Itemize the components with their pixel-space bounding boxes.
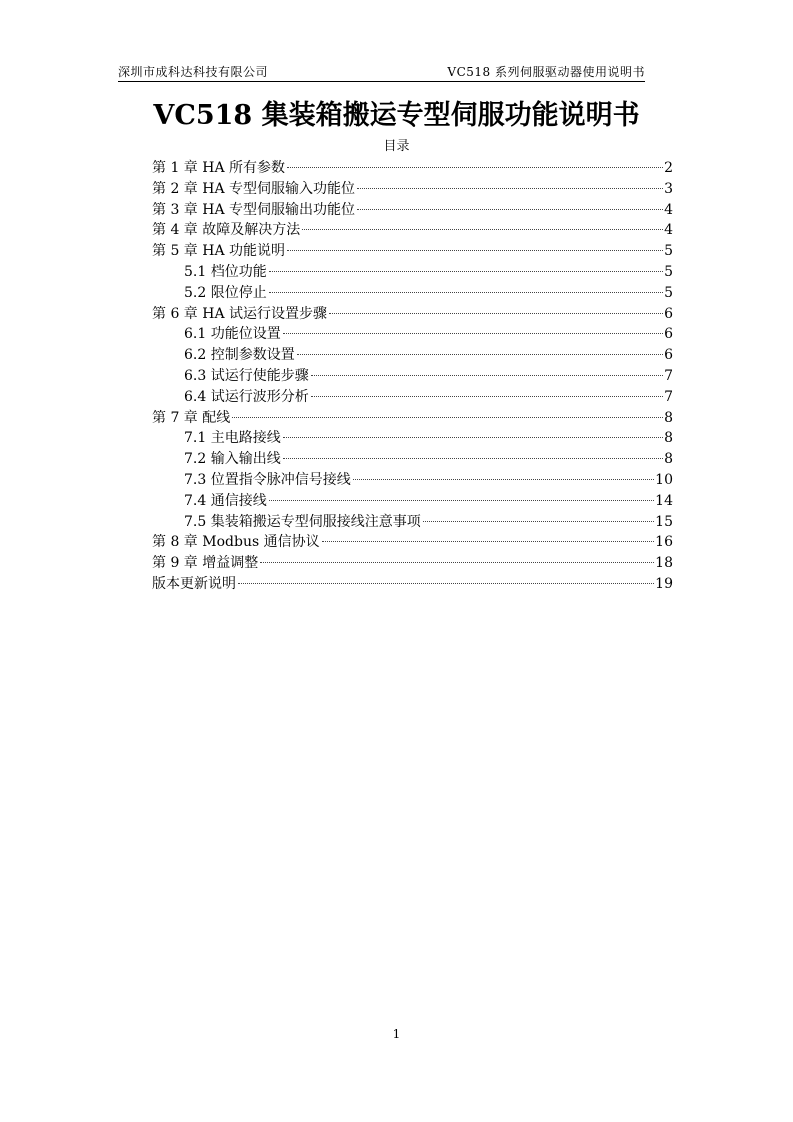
toc-entry[interactable] [152, 220, 673, 241]
toc-entry-label: 7.4 通信接线 [184, 492, 267, 509]
toc-entry-label: 第 5 章 HA 功能说明 [152, 243, 286, 260]
toc-entry[interactable] [152, 449, 673, 470]
toc-dot-leader [269, 292, 663, 293]
table-of-contents [152, 158, 673, 595]
toc-entry[interactable] [152, 179, 673, 200]
toc-entry-label: 7.1 主电路接线 [184, 430, 281, 447]
toc-dot-leader [353, 479, 654, 480]
document-title: VC518 集装箱搬运专型伺服功能说明书 [153, 100, 640, 131]
toc-entry-page: 8 [664, 451, 673, 468]
toc-entry-page: 7 [664, 388, 673, 405]
toc-entry-label: 7.2 输入输出线 [184, 451, 281, 468]
toc-dot-leader [311, 375, 663, 376]
toc-entry-page: 3 [664, 180, 673, 197]
toc-entry[interactable] [152, 387, 673, 408]
toc-entry-label: 第 6 章 HA 试运行设置步骤 [152, 305, 328, 322]
toc-entry[interactable] [152, 470, 673, 491]
toc-entry-page: 6 [664, 326, 673, 343]
toc-entry-page: 8 [664, 409, 673, 426]
toc-dot-leader [232, 417, 663, 418]
toc-entry-label: 6.1 功能位设置 [184, 326, 281, 343]
toc-entry[interactable] [152, 158, 673, 179]
page-header [118, 63, 645, 82]
toc-entry-label: 6.2 控制参数设置 [184, 347, 295, 364]
toc-entry[interactable] [152, 304, 673, 325]
toc-entry-page: 6 [664, 347, 673, 364]
toc-entry[interactable] [152, 200, 673, 221]
toc-entry-page: 4 [664, 222, 673, 239]
toc-dot-leader [423, 521, 654, 522]
toc-entry[interactable] [152, 428, 673, 449]
toc-heading: 目录 [383, 139, 410, 154]
toc-entry-page: 10 [655, 471, 673, 488]
toc-entry-page: 14 [655, 492, 673, 509]
header-company-name: 深圳市成科达科技有限公司 [118, 65, 269, 79]
toc-entry-label: 版本更新说明 [152, 575, 236, 592]
toc-entry[interactable] [152, 553, 673, 574]
toc-entry-page: 6 [664, 305, 673, 322]
header-document-name: VC518 系列伺服驱动器使用说明书 [447, 65, 645, 79]
toc-entry-label: 5.2 限位停止 [184, 284, 267, 301]
toc-dot-leader [322, 541, 655, 542]
toc-entry-label: 第 7 章 配线 [152, 409, 231, 426]
toc-entry-page: 4 [664, 201, 673, 218]
toc-entry[interactable] [152, 283, 673, 304]
toc-entry-label: 第 4 章 故障及解决方法 [152, 222, 301, 239]
toc-dot-leader [302, 229, 663, 230]
toc-entry-label: 第 2 章 HA 专型伺服输入功能位 [152, 180, 356, 197]
toc-entry[interactable] [152, 512, 673, 533]
toc-dot-leader [238, 583, 654, 584]
toc-entry-page: 5 [664, 284, 673, 301]
toc-dot-leader [357, 209, 663, 210]
toc-dot-leader [297, 354, 663, 355]
toc-entry-label: 6.4 试运行波形分析 [184, 388, 309, 405]
toc-dot-leader [283, 437, 663, 438]
toc-dot-leader [287, 250, 663, 251]
toc-entry-page: 15 [655, 513, 673, 530]
toc-entry-label: 第 3 章 HA 专型伺服输出功能位 [152, 201, 356, 218]
toc-entry-label: 6.3 试运行使能步骤 [184, 367, 309, 384]
toc-dot-leader [269, 271, 663, 272]
toc-entry-page: 5 [664, 263, 673, 280]
toc-entry-label: 7.3 位置指令脉冲信号接线 [184, 471, 351, 488]
toc-entry-label: 7.5 集装箱搬运专型伺服接线注意事项 [184, 513, 421, 530]
toc-dot-leader [283, 333, 663, 334]
toc-entry-label: 第 8 章 Modbus 通信协议 [152, 534, 320, 551]
toc-entry[interactable] [152, 366, 673, 387]
toc-dot-leader [357, 188, 663, 189]
toc-entry[interactable] [152, 345, 673, 366]
toc-entry-page: 2 [664, 160, 673, 176]
toc-dot-leader [287, 167, 663, 168]
toc-entry-page: 18 [655, 555, 673, 572]
toc-entry[interactable] [152, 241, 673, 262]
toc-entry[interactable] [152, 491, 673, 512]
toc-entry-page: 5 [664, 243, 673, 260]
toc-entry-page: 8 [664, 430, 673, 447]
toc-entry[interactable] [152, 262, 673, 283]
toc-dot-leader [269, 500, 654, 501]
toc-entry-label: 第 9 章 增益调整 [152, 555, 259, 572]
toc-dot-leader [311, 396, 663, 397]
toc-entry[interactable] [152, 574, 673, 595]
toc-entry-page: 19 [655, 575, 673, 592]
toc-dot-leader [329, 313, 663, 314]
toc-dot-leader [283, 458, 663, 459]
toc-entry[interactable] [152, 324, 673, 345]
toc-entry[interactable] [152, 408, 673, 429]
toc-entry-label: 5.1 档位功能 [184, 263, 267, 280]
toc-dot-leader [260, 562, 654, 563]
page-number: 1 [392, 1027, 401, 1041]
toc-entry-page: 16 [655, 534, 673, 551]
toc-entry[interactable] [152, 532, 673, 553]
toc-entry-label: 第 1 章 HA 所有参数 [152, 160, 286, 176]
toc-entry-page: 7 [664, 367, 673, 384]
